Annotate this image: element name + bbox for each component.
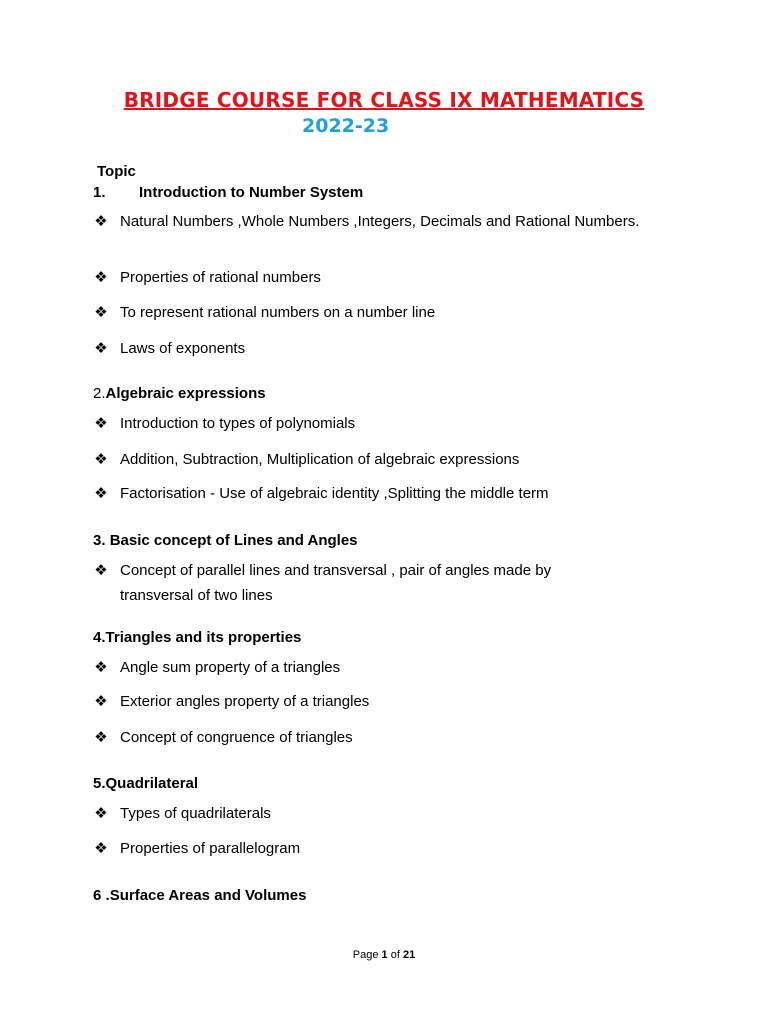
section-3-number: 3. [93,532,106,549]
footer-page-current: 1 [381,949,388,961]
section-2-item-1: Introduction to types of polynomials [120,415,356,432]
bullet-icon: ❖ [94,304,108,321]
section-6-heading: Surface Areas and Volumes [109,887,307,904]
bullet-icon: ❖ [94,485,108,502]
bullet-icon: ❖ [94,693,108,710]
section-4-item-3: Concept of congruence of triangles [120,729,353,746]
section-6-title [93,886,306,906]
bullet-icon: ❖ [94,269,108,286]
section-4-item-2: Exterior angles property of a triangles [120,693,370,710]
section-6-number: 6 . [93,887,110,904]
section-3-item-1: Concept of parallel lines and transversal , pair of angles made by transversal of two lines [120,562,552,604]
bullet-icon: ❖ [94,213,108,230]
section-3-title [93,531,358,551]
document-title [0,88,768,112]
section-5-title [93,774,198,794]
footer-page-word: Page [352,949,379,961]
section-2-item-2: Addition, Subtraction, Multiplication of algebraic expressions [120,451,520,468]
section-1-number: 1. [93,184,106,201]
section-1-item-2: Properties of rational numbers [120,269,321,286]
footer-of-word: of [390,949,400,961]
section-5-heading: Quadrilateral [105,775,199,792]
bullet-icon: ❖ [94,340,108,357]
bullet-icon: ❖ [94,415,108,432]
section-4-heading: Triangles and its properties [105,629,302,646]
section-4-item-1: Angle sum property of a triangles [120,659,341,676]
section-1-heading: Introduction to Number System [139,184,364,201]
section-4-number: 4. [93,629,106,646]
topic-label: Topic [97,163,136,180]
section-3-heading: Basic concept of Lines and Angles [109,532,358,549]
academic-year: 2022-23 [302,115,390,137]
section-5-item-2: Properties of parallelogram [120,840,301,857]
section-2-title [93,384,266,404]
bullet-icon: ❖ [94,840,108,857]
section-2-item-3: Factorisation - Use of algebraic identity ,Splitting the middle term [120,485,549,502]
section-5-item-1: Types of quadrilaterals [120,805,271,822]
bullet-icon: ❖ [94,659,108,676]
page-footer [0,949,768,961]
section-2-number: 2. [93,385,106,402]
bullet-icon: ❖ [94,451,108,468]
section-2-heading: Algebraic expressions [105,385,266,402]
bullet-icon: ❖ [94,729,108,746]
section-1-item-1: Natural Numbers ,Whole Numbers ,Integers, Decimals and Rational Numbers. [120,213,640,230]
section-5-number: 5. [93,775,106,792]
footer-page-total: 21 [402,949,416,961]
section-1-item-4: Laws of exponents [120,340,246,357]
title-text: BRIDGE COURSE FOR CLASS IX MATHEMATICS [123,88,645,112]
bullet-icon: ❖ [94,562,108,579]
bullet-icon: ❖ [94,805,108,822]
section-4-title [93,628,301,648]
section-1-item-3: To represent rational numbers on a number line [120,304,436,321]
